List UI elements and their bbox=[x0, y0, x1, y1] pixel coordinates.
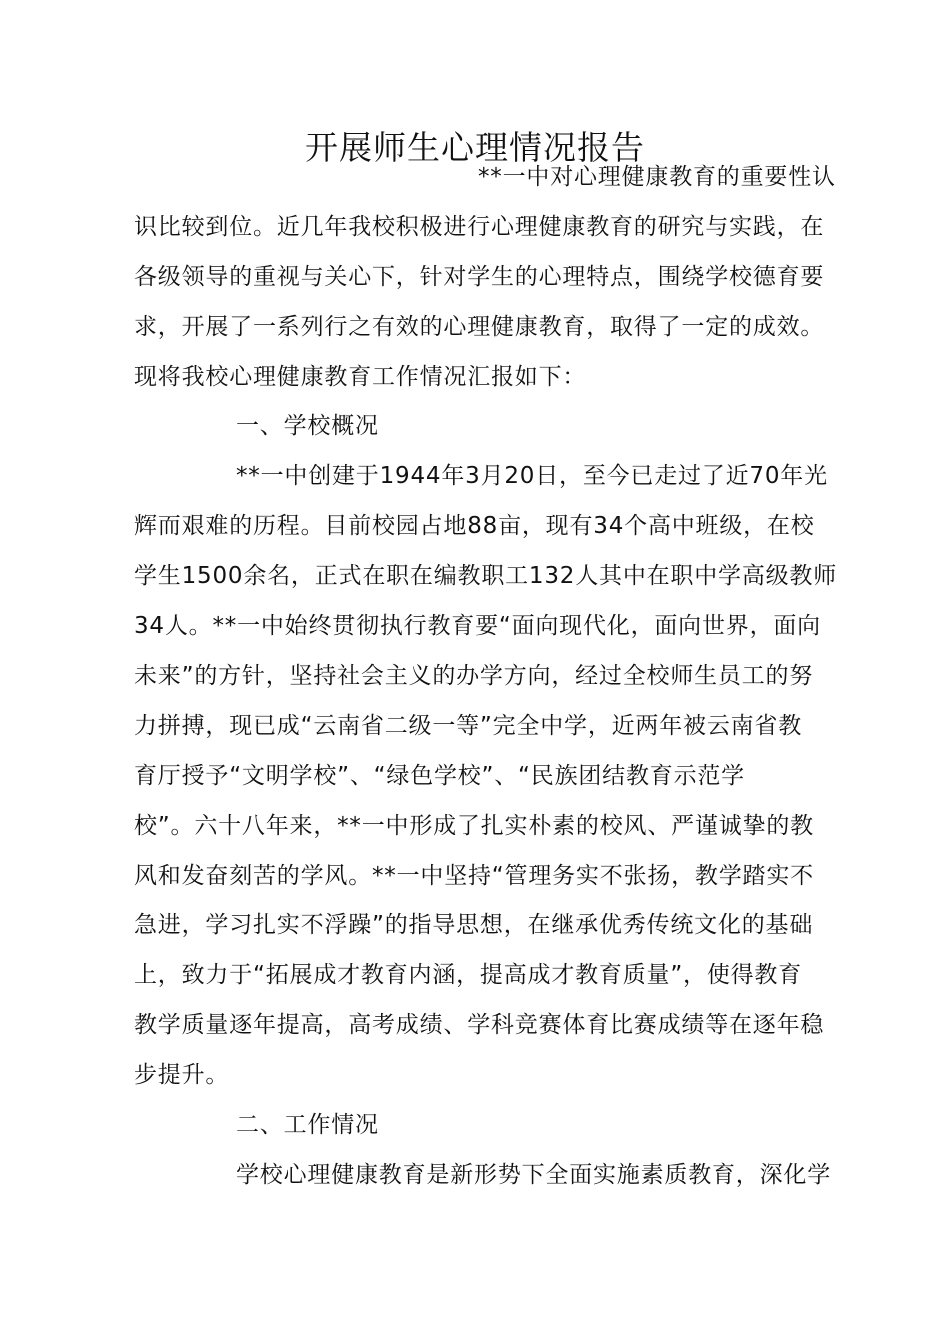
paragraph-line: **一中创建于1944年3月20日，至今已走过了近70年光 bbox=[236, 463, 828, 489]
paragraph-line: 学生1500余名，正式在职在编教职工132人其中在职中学高级教师 bbox=[134, 563, 838, 589]
paragraph-line: 识比较到位。近几年我校积极进行心理健康教育的研究与实践，在 bbox=[134, 214, 825, 240]
paragraph-line: 力拼搏，现已成“云南省二级一等”完全中学，近两年被云南省教 bbox=[134, 713, 803, 739]
paragraph-line: 求，开展了一系列行之有效的心理健康教育，取得了一定的成效。 bbox=[134, 314, 825, 340]
section-heading: 二、工作情况 bbox=[236, 1112, 379, 1138]
paragraph-line: 未来”的方针，坚持社会主义的办学方向，经过全校师生员工的努 bbox=[134, 663, 814, 689]
section-heading: 一、学校概况 bbox=[236, 413, 379, 439]
paragraph-line: 步提升。 bbox=[134, 1062, 230, 1088]
paragraph-line: 校”。六十八年来，**一中形成了扎实朴素的校风、严谨诚挚的教 bbox=[134, 813, 814, 839]
paragraph-line: **一中对心理健康教育的重要性认 bbox=[478, 164, 836, 190]
paragraph-line: 育厅授予“文明学校”、“绿色学校”、“民族团结教育示范学 bbox=[134, 763, 745, 789]
paragraph-line: 34人。**一中始终贯彻执行教育要“面向现代化，面向世界，面向 bbox=[134, 613, 821, 639]
paragraph-line: 各级领导的重视与关心下，针对学生的心理特点，围绕学校德育要 bbox=[134, 264, 825, 290]
paragraph-line: 辉而艰难的历程。目前校园占地88亩，现有34个高中班级，在校 bbox=[134, 513, 815, 539]
paragraph-line: 教学质量逐年提高，高考成绩、学科竞赛体育比赛成绩等在逐年稳 bbox=[134, 1012, 825, 1038]
paragraph-line: 急进，学习扎实不浮躁”的指导思想，在继承优秀传统文化的基础 bbox=[134, 912, 814, 938]
paragraph-line: 现将我校心理健康教育工作情况汇报如下： bbox=[134, 364, 587, 390]
paragraph-line: 学校心理健康教育是新形势下全面实施素质教育，深化学 bbox=[236, 1162, 831, 1188]
document-title: 开展师生心理情况报告 bbox=[305, 128, 645, 168]
paragraph-line: 上，致力于“拓展成才教育内涵，提高成才教育质量”，使得教育 bbox=[134, 962, 803, 988]
paragraph-line: 风和发奋刻苦的学风。**一中坚持“管理务实不张扬，教学踏实不 bbox=[134, 863, 814, 889]
